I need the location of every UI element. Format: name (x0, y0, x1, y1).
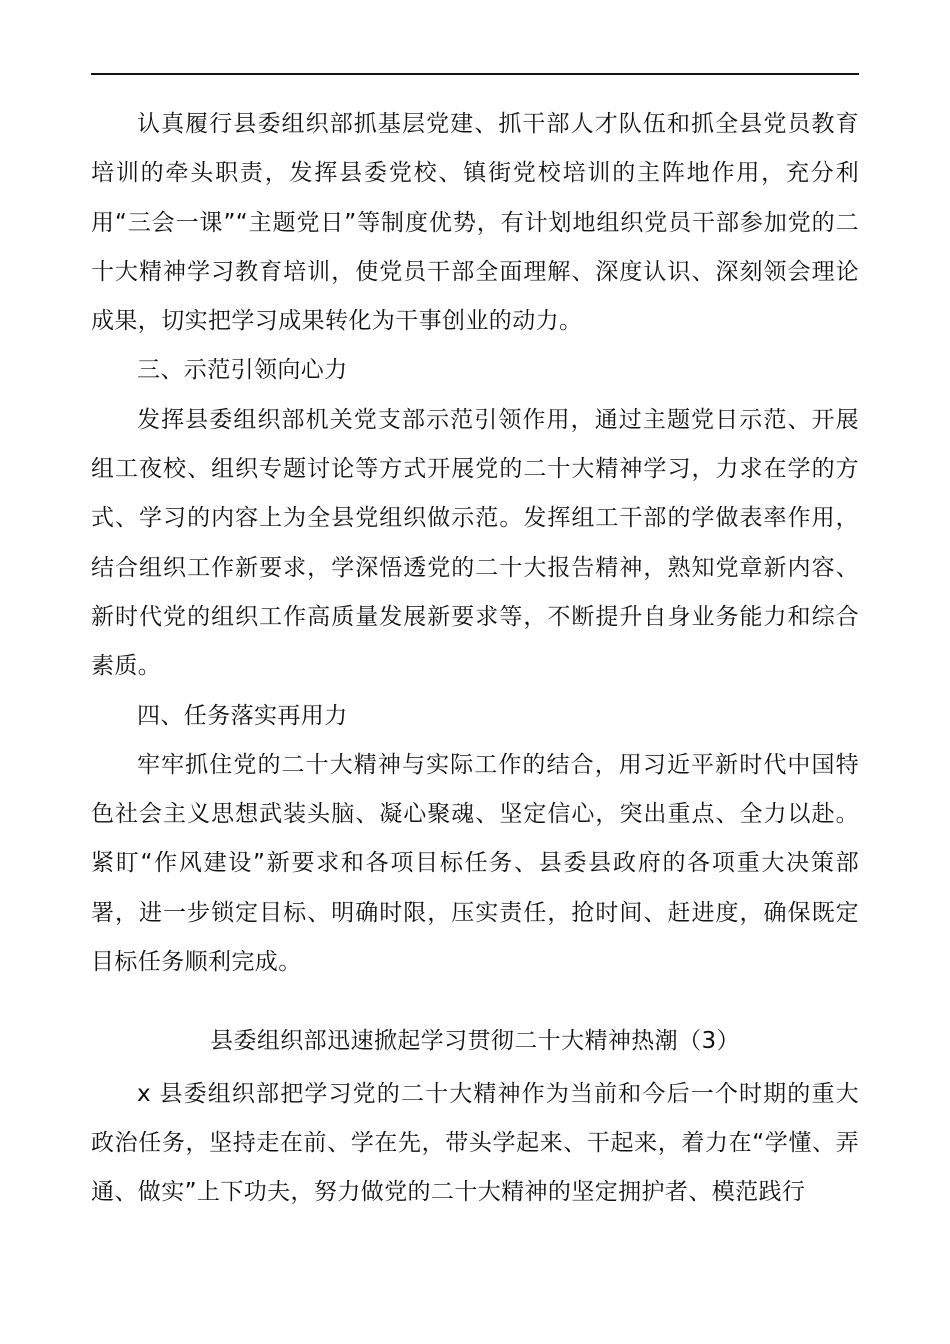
header-rule (91, 73, 859, 75)
section-heading-three: 三、示范引领向心力 (137, 357, 348, 384)
article-title: 县委组织部迅速掀起学习贯彻二十大精神热潮（3） (210, 1028, 740, 1055)
document-body (91, 100, 859, 1218)
paragraph-intro: x 县委组织部把学习党的二十大精神作为当前和今后一个时期的重大政治任务，坚持走在前、学在先，带头学起来、干起来，着力在“学懂、弄通、做实”上下功夫，努力做党的二十大精神的坚定拥护者、模范践行 (91, 1080, 859, 1206)
paragraph-training: 认真履行县委组织部抓基层党建、抓干部人才队伍和抓全县党员教育培训的牵头职责，发挥县委党校、镇街党校培训的主阵地作用，充分利用“三会一课”“主题党日”等制度优势，有计划地组织党员干部参加党的二十大精神学习教育培训，使党员干部全面理解、深度认识、深刻领会理论成果，切实把学习成果转化为干事创业的动力。 (91, 111, 859, 335)
section-heading-four: 四、任务落实再用力 (137, 702, 348, 729)
paragraph-implementation: 牢牢抓住党的二十大精神与实际工作的结合，用习近平新时代中国特色社会主义思想武装头脑、凝心聚魂、坚定信心，突出重点、全力以赴。紧盯“作风建设”新要求和各项目标任务、县委县政府的各项重大决策部署，进一步锁定目标、明确时限，压实责任，抢时间、赶进度，确保既定目标任务顺利完成。 (91, 751, 859, 976)
paragraph-demonstration: 发挥县委组织部机关党支部示范引领作用，通过主题党日示范、开展组工夜校、组织专题讨论等方式开展党的二十大精神学习，力求在学的方式、学习的内容上为全县党组织做示范。发挥组工干部的学做表率作用，结合组织工作新要求，学深悟透党的二十大报告精神，熟知党章新内容、新时代党的组织工作高质量发展新要求等，不断提升自身业务能力和综合素质。 (91, 406, 859, 680)
